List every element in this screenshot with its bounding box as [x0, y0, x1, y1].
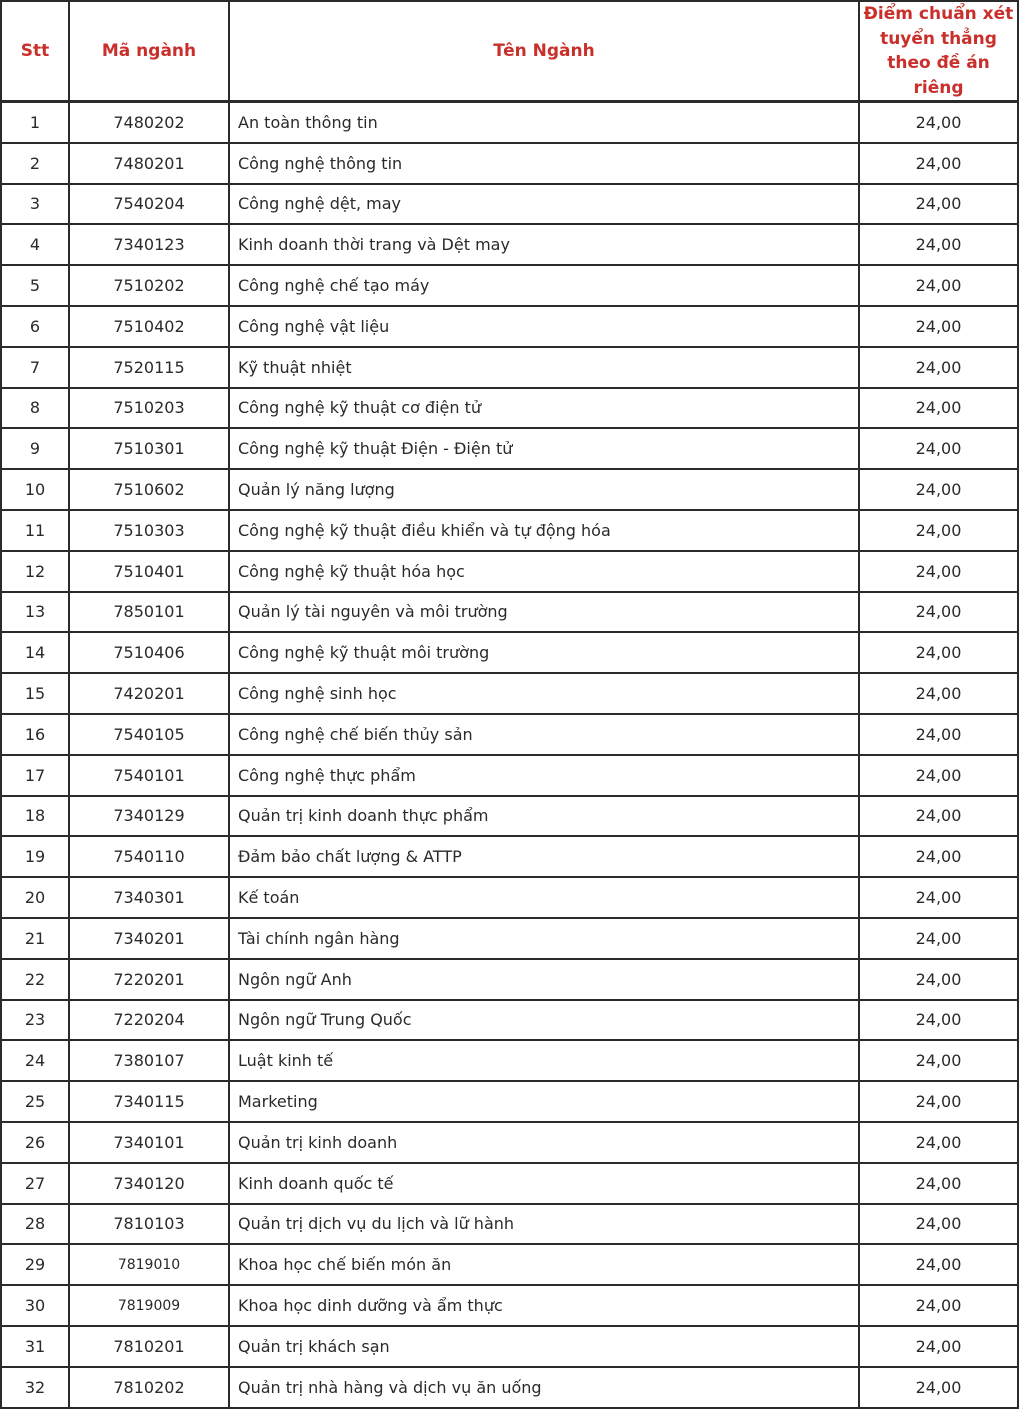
cell-code: 7220201: [69, 959, 229, 1000]
cell-code: 7540110: [69, 836, 229, 877]
cell-score: 24,00: [859, 959, 1018, 1000]
cell-stt: 26: [1, 1122, 69, 1163]
cell-major-name: Công nghệ kỹ thuật Điện - Điện tử: [229, 428, 859, 469]
cell-code: 7340101: [69, 1122, 229, 1163]
cell-major-name: Quản lý năng lượng: [229, 469, 859, 510]
cell-stt: 9: [1, 428, 69, 469]
cell-major-name: Công nghệ kỹ thuật môi trường: [229, 632, 859, 673]
cell-score: 24,00: [859, 1367, 1018, 1408]
table-header-row: [1, 1, 1018, 102]
cell-major-name: Công nghệ thông tin: [229, 143, 859, 184]
cell-stt: 17: [1, 755, 69, 796]
table-row: [1, 959, 1018, 1000]
cell-major-name: Công nghệ thực phẩm: [229, 755, 859, 796]
cell-stt: 4: [1, 224, 69, 265]
cell-major-name: Quản trị kinh doanh thực phẩm: [229, 796, 859, 837]
cell-score: 24,00: [859, 388, 1018, 429]
cell-stt: 27: [1, 1163, 69, 1204]
cell-score: 24,00: [859, 836, 1018, 877]
cell-score: 24,00: [859, 796, 1018, 837]
cell-major-name: Kỹ thuật nhiệt: [229, 347, 859, 388]
cell-major-name: Quản trị dịch vụ du lịch và lữ hành: [229, 1204, 859, 1245]
table-row: [1, 388, 1018, 429]
cell-score: 24,00: [859, 184, 1018, 225]
cell-code: 7810103: [69, 1204, 229, 1245]
table-row: [1, 306, 1018, 347]
cell-code: 7850101: [69, 592, 229, 633]
cell-stt: 14: [1, 632, 69, 673]
table-row: [1, 592, 1018, 633]
cell-major-name: Quản trị khách sạn: [229, 1326, 859, 1367]
cell-score: 24,00: [859, 1326, 1018, 1367]
cell-stt: 8: [1, 388, 69, 429]
cell-score: 24,00: [859, 143, 1018, 184]
cell-score: 24,00: [859, 755, 1018, 796]
cell-stt: 25: [1, 1081, 69, 1122]
cell-score: 24,00: [859, 1204, 1018, 1245]
cell-code: 7510202: [69, 265, 229, 306]
header-score: Điểm chuẩn xét tuyển thẳng theo đề án riêng: [859, 1, 1018, 102]
cell-score: 24,00: [859, 224, 1018, 265]
table-row: [1, 265, 1018, 306]
cell-major-name: Khoa học chế biến món ăn: [229, 1244, 859, 1285]
cell-code: 7340301: [69, 877, 229, 918]
table-row: [1, 1081, 1018, 1122]
cell-major-name: Ngôn ngữ Trung Quốc: [229, 1000, 859, 1041]
cell-code: 7510402: [69, 306, 229, 347]
cell-score: 24,00: [859, 1285, 1018, 1326]
cell-major-name: Marketing: [229, 1081, 859, 1122]
table-row: [1, 1326, 1018, 1367]
cell-code: 7819009: [69, 1285, 229, 1326]
cell-score: 24,00: [859, 428, 1018, 469]
table-row: [1, 796, 1018, 837]
cell-score: 24,00: [859, 510, 1018, 551]
cell-stt: 19: [1, 836, 69, 877]
cell-stt: 11: [1, 510, 69, 551]
cell-code: 7540105: [69, 714, 229, 755]
cell-stt: 20: [1, 877, 69, 918]
cell-code: 7480202: [69, 102, 229, 143]
cell-major-name: An toàn thông tin: [229, 102, 859, 143]
cell-code: 7220204: [69, 1000, 229, 1041]
cell-major-name: Công nghệ chế tạo máy: [229, 265, 859, 306]
cell-code: 7510602: [69, 469, 229, 510]
table-row: [1, 1163, 1018, 1204]
cell-stt: 12: [1, 551, 69, 592]
cell-code: 7510406: [69, 632, 229, 673]
cell-major-name: Công nghệ vật liệu: [229, 306, 859, 347]
cell-score: 24,00: [859, 1040, 1018, 1081]
cell-stt: 28: [1, 1204, 69, 1245]
header-stt: Stt: [1, 1, 69, 102]
cell-stt: 3: [1, 184, 69, 225]
table-body: [1, 102, 1018, 1408]
cell-score: 24,00: [859, 592, 1018, 633]
table-row: [1, 551, 1018, 592]
cell-score: 24,00: [859, 347, 1018, 388]
cell-code: 7810202: [69, 1367, 229, 1408]
table-row: [1, 143, 1018, 184]
cell-major-name: Quản trị nhà hàng và dịch vụ ăn uống: [229, 1367, 859, 1408]
cell-code: 7540101: [69, 755, 229, 796]
cell-stt: 32: [1, 1367, 69, 1408]
cell-code: 7420201: [69, 673, 229, 714]
cell-stt: 1: [1, 102, 69, 143]
cell-stt: 23: [1, 1000, 69, 1041]
table-row: [1, 673, 1018, 714]
cell-code: 7510301: [69, 428, 229, 469]
table-row: [1, 836, 1018, 877]
cell-code: 7510303: [69, 510, 229, 551]
cell-major-name: Khoa học dinh dưỡng và ẩm thực: [229, 1285, 859, 1326]
cell-code: 7480201: [69, 143, 229, 184]
cell-code: 7340129: [69, 796, 229, 837]
cell-score: 24,00: [859, 1244, 1018, 1285]
cell-major-name: Công nghệ kỹ thuật hóa học: [229, 551, 859, 592]
cell-stt: 30: [1, 1285, 69, 1326]
cell-code: 7520115: [69, 347, 229, 388]
cell-score: 24,00: [859, 673, 1018, 714]
cell-code: 7340120: [69, 1163, 229, 1204]
header-code: Mã ngành: [69, 1, 229, 102]
cell-major-name: Công nghệ dệt, may: [229, 184, 859, 225]
cell-score: 24,00: [859, 632, 1018, 673]
table-row: [1, 1122, 1018, 1163]
cell-score: 24,00: [859, 306, 1018, 347]
cell-stt: 18: [1, 796, 69, 837]
table-row: [1, 469, 1018, 510]
table-row: [1, 1204, 1018, 1245]
cell-major-name: Kinh doanh quốc tế: [229, 1163, 859, 1204]
cell-stt: 13: [1, 592, 69, 633]
cell-score: 24,00: [859, 469, 1018, 510]
header-name: Tên Ngành: [229, 1, 859, 102]
cell-major-name: Quản trị kinh doanh: [229, 1122, 859, 1163]
cell-stt: 31: [1, 1326, 69, 1367]
table-row: [1, 632, 1018, 673]
cell-stt: 29: [1, 1244, 69, 1285]
table-row: [1, 1367, 1018, 1408]
table-row: [1, 1040, 1018, 1081]
cell-score: 24,00: [859, 551, 1018, 592]
cell-score: 24,00: [859, 1081, 1018, 1122]
table-row: [1, 184, 1018, 225]
cell-score: 24,00: [859, 918, 1018, 959]
cell-major-name: Công nghệ kỹ thuật cơ điện tử: [229, 388, 859, 429]
cell-score: 24,00: [859, 714, 1018, 755]
cell-major-name: Công nghệ sinh học: [229, 673, 859, 714]
cell-stt: 16: [1, 714, 69, 755]
cell-major-name: Đảm bảo chất lượng & ATTP: [229, 836, 859, 877]
cell-major-name: Kinh doanh thời trang và Dệt may: [229, 224, 859, 265]
table-row: [1, 1244, 1018, 1285]
cell-major-name: Luật kinh tế: [229, 1040, 859, 1081]
cell-major-name: Quản lý tài nguyên và môi trường: [229, 592, 859, 633]
cell-code: 7510203: [69, 388, 229, 429]
cell-code: 7810201: [69, 1326, 229, 1367]
cell-stt: 10: [1, 469, 69, 510]
table-row: [1, 224, 1018, 265]
cell-major-name: Ngôn ngữ Anh: [229, 959, 859, 1000]
cell-code: 7340201: [69, 918, 229, 959]
table-row: [1, 510, 1018, 551]
cell-major-name: Công nghệ kỹ thuật điều khiển và tự động hóa: [229, 510, 859, 551]
cell-stt: 15: [1, 673, 69, 714]
cell-score: 24,00: [859, 1000, 1018, 1041]
cell-stt: 24: [1, 1040, 69, 1081]
cell-stt: 22: [1, 959, 69, 1000]
cell-stt: 7: [1, 347, 69, 388]
table-row: [1, 877, 1018, 918]
table-row: [1, 1000, 1018, 1041]
table-row: [1, 347, 1018, 388]
cell-major-name: Công nghệ chế biến thủy sản: [229, 714, 859, 755]
table-row: [1, 918, 1018, 959]
table-row: [1, 1285, 1018, 1326]
cell-stt: 5: [1, 265, 69, 306]
cell-code: 7340115: [69, 1081, 229, 1122]
cell-score: 24,00: [859, 265, 1018, 306]
cell-score: 24,00: [859, 1163, 1018, 1204]
table-row: [1, 755, 1018, 796]
cell-score: 24,00: [859, 1122, 1018, 1163]
cell-code: 7540204: [69, 184, 229, 225]
cell-code: 7819010: [69, 1244, 229, 1285]
table-row: [1, 714, 1018, 755]
cell-code: 7380107: [69, 1040, 229, 1081]
cell-stt: 6: [1, 306, 69, 347]
cell-major-name: Tài chính ngân hàng: [229, 918, 859, 959]
cell-score: 24,00: [859, 877, 1018, 918]
cell-code: 7510401: [69, 551, 229, 592]
cell-stt: 2: [1, 143, 69, 184]
cell-score: 24,00: [859, 102, 1018, 143]
cell-major-name: Kế toán: [229, 877, 859, 918]
cell-code: 7340123: [69, 224, 229, 265]
cell-stt: 21: [1, 918, 69, 959]
table-row: [1, 428, 1018, 469]
table-row: [1, 102, 1018, 143]
